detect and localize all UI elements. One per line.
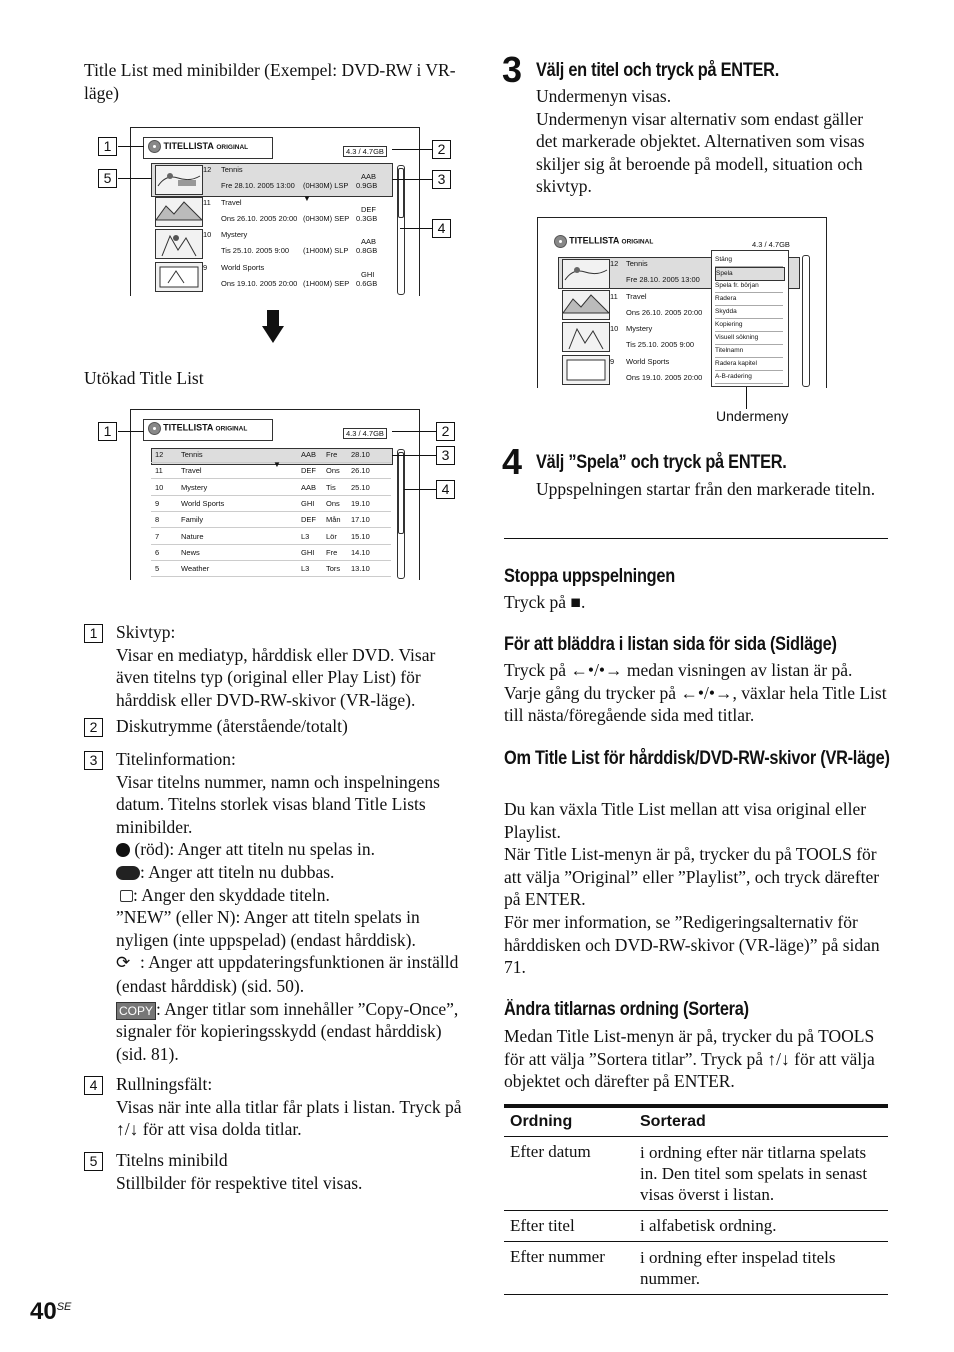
submenu-label: Undermeny — [716, 408, 789, 424]
row-channel: GHI — [301, 547, 315, 557]
row-channel: DEF — [301, 466, 316, 476]
item-title: Titelns minibild — [116, 1150, 228, 1171]
thumbnail — [562, 322, 610, 352]
row-day: Ons — [326, 466, 340, 476]
row-date: Ons 19.10. 2005 20:00 — [626, 372, 703, 382]
section-sort-title: Ändra titlarnas ordning (Sortera) — [504, 999, 749, 1020]
row-day: Lör — [326, 531, 337, 541]
row-date: Tis 25.10. 2005 9:00 — [221, 246, 290, 255]
page-number: $40^{SE}$ — [30, 1298, 72, 1325]
row-size: 0.8GB — [356, 246, 378, 255]
lock-icon — [120, 890, 133, 902]
row-day: Fre — [326, 547, 338, 557]
item-body: Visas när inte alla titlar får plats i listan. Tryck på ↑/↓ för att visa dolda titlar. — [116, 1096, 462, 1140]
callout-1: 1 — [98, 422, 117, 441]
row-number: 11 — [155, 466, 163, 476]
callout-5: 5 — [98, 169, 117, 188]
record-icon — [116, 843, 130, 857]
callout-3: 3 — [436, 446, 455, 465]
row-name: Tennis — [626, 259, 648, 268]
cursor-arrow-icon: ▼ — [303, 194, 311, 203]
row-number: 9 — [203, 262, 208, 272]
row-name: World Sports — [181, 498, 225, 508]
row-number: 10 — [155, 482, 164, 492]
row-number: 12 — [155, 450, 164, 459]
row-name: Tennis — [221, 165, 243, 174]
row-date: Fre 28.10. 2005 13:00 — [626, 275, 700, 284]
row-size: 0.6GB — [356, 278, 378, 288]
section-page-mode-title: För att bläddra i listan sida för sida (Sidläge) — [504, 634, 837, 655]
row-name: World Sports — [221, 262, 265, 272]
row-date: Ons 26.10. 2005 20:00 — [221, 213, 298, 223]
row-channel: AAB — [361, 172, 377, 181]
row-number: 11 — [203, 197, 211, 207]
disc-space: 4.3 / 4.7GB — [343, 146, 387, 157]
row-name: Tennis — [181, 450, 203, 459]
item-body: Stillbilder för respektive titel visas. — [116, 1172, 363, 1193]
disc-icon — [554, 235, 567, 248]
header-title: TITELLISTA — [569, 235, 620, 246]
submenu-item[interactable]: Titelnamn — [715, 345, 783, 358]
disc-space: 4.3 / 4.7GB — [343, 428, 387, 439]
row-number: 5 — [155, 564, 160, 574]
scrollbar-thumb[interactable] — [398, 452, 404, 534]
caption-expanded-list: Utökad Title List — [84, 368, 204, 388]
row-number: 9 — [610, 356, 615, 366]
thumbnail — [155, 262, 203, 292]
submenu-item[interactable]: Radera kapitel — [715, 358, 783, 371]
row-name: Travel — [181, 466, 202, 476]
title-list-screen-expanded — [130, 409, 420, 580]
row-name: Weather — [181, 564, 210, 574]
callout-2: 2 — [432, 140, 451, 159]
row-channel: L3 — [301, 531, 310, 541]
row-date: 19.10 — [351, 498, 370, 508]
submenu-item[interactable]: Spela fr. början — [715, 280, 783, 293]
row-date: 28.10 — [351, 450, 370, 459]
item-body: Visar en mediatyp, hårddisk eller DVD. Visar även titelns typ (original eller Play List) för hårddisk eller DVD-RW-skivor (VR-läge). — [116, 644, 436, 710]
refresh-icon: ⟳ — [116, 953, 131, 974]
submenu-item[interactable]: A-B-radering — [715, 371, 783, 384]
row-size: 0.9GB — [356, 181, 378, 190]
row-channel: L3 — [301, 564, 310, 574]
submenu-item[interactable]: Skydda — [715, 306, 783, 319]
row-channel: AAB — [301, 450, 317, 459]
sort-table: Ordning Sorterad Efter datum i ordning efter när titlarna spelats in. Den titel som spelats in senast visas överst i listan. Efter titel i alfabetisk ordning. Efter nummer i ordning efter inspelad titels nummer. — [504, 1104, 888, 1295]
scrollbar[interactable] — [802, 255, 810, 387]
callout-4: 4 — [432, 219, 451, 238]
row-number: 11 — [610, 291, 618, 301]
row-channel: AAB — [301, 482, 317, 492]
disc-icon — [148, 140, 161, 153]
cursor-arrow-icon: ▼ — [273, 460, 281, 469]
item-title: Skivtyp: — [116, 622, 176, 642]
row-day: Fre — [326, 450, 338, 459]
item-title: Diskutrymme (återstående/totalt) — [116, 716, 348, 737]
header-sub: ORIGINAL — [215, 425, 248, 433]
thumbnail — [155, 229, 203, 259]
row-date: Fre 28.10. 2005 13:00 — [221, 181, 295, 190]
row-number: 10 — [610, 324, 619, 333]
step-4-title: Välj ”Spela” och tryck på ENTER. — [536, 452, 787, 473]
submenu-item[interactable]: Radera — [715, 293, 783, 306]
row-channel: DEF — [301, 515, 316, 525]
row-duration: (0H30M) LSP — [303, 181, 349, 190]
row-day: Mån — [326, 515, 341, 525]
caption-thumbnail-list: Title List med minibilder (Exempel: DVD-RW i VR-läge) — [84, 60, 456, 103]
row-name: Mystery — [181, 482, 208, 492]
row-number: 8 — [155, 515, 160, 525]
step-3-number: 3 — [502, 49, 523, 90]
submenu-item[interactable]: Stäng — [715, 254, 783, 267]
step-3-title: Välj en titel och tryck på ENTER. — [536, 60, 780, 81]
submenu-item[interactable]: Spela — [715, 267, 785, 281]
dub-icon — [116, 866, 140, 880]
row-size: 0.3GB — [356, 213, 378, 223]
header-sub: ORIGINAL — [216, 143, 249, 151]
section-title-list-title: Om Title List för hårddisk/DVD-RW-skivor (VR-läge) — [504, 748, 890, 769]
row-channel: AAB — [361, 237, 377, 246]
row-name: Mystery — [221, 230, 248, 239]
row-channel: GHI — [301, 498, 315, 508]
callout-2: 2 — [436, 422, 455, 441]
item-title: Rullningsfält: — [116, 1074, 213, 1095]
scrollbar-thumb[interactable] — [398, 168, 404, 218]
thumbnail — [155, 165, 203, 195]
header-title: TITELLISTA — [163, 140, 214, 151]
row-date: 15.10 — [351, 531, 370, 541]
row-day: Ons — [326, 498, 340, 508]
row-name: Travel — [221, 197, 242, 207]
row-duration: (1H00M) SLP — [303, 246, 349, 255]
step-4-number: 4 — [502, 441, 523, 482]
submenu-item[interactable]: Kopiering — [715, 319, 783, 332]
submenu — [711, 250, 789, 387]
header-title: TITELLISTA — [163, 422, 214, 433]
thumbnail — [562, 290, 610, 320]
disc-icon — [148, 422, 161, 435]
thumbnail — [155, 197, 203, 227]
row-number: 12 — [610, 259, 619, 268]
thumbnail — [562, 259, 610, 289]
callout-1: 1 — [98, 137, 117, 156]
thumbnail — [562, 355, 610, 385]
row-date: 26.10 — [351, 466, 370, 476]
row-number: 9 — [155, 498, 160, 508]
row-name: Mystery — [626, 324, 653, 333]
title-list-submenu-screen — [537, 217, 827, 388]
row-date: 14.10 — [351, 547, 370, 557]
row-date: Ons 19.10. 2005 20:00 — [221, 278, 298, 288]
row-name: Nature — [181, 531, 204, 541]
callout-3: 3 — [432, 170, 451, 189]
disc-space: 4.3 / 4.7GB — [752, 240, 790, 249]
row-duration: (1H00M) SEP — [303, 278, 350, 288]
row-name: Family — [181, 515, 204, 525]
title-list-screen-thumbnails — [130, 127, 420, 296]
section-stop-title: Stoppa uppspelningen — [504, 566, 675, 587]
row-date: Tis 25.10. 2005 9:00 — [626, 340, 695, 349]
row-day: Tors — [326, 564, 341, 574]
row-date: 17.10 — [351, 515, 370, 525]
submenu-item[interactable]: Visuell sökning — [715, 332, 783, 345]
row-number: 10 — [203, 230, 212, 239]
row-day: Tis — [326, 482, 336, 492]
row-name: News — [181, 547, 200, 557]
row-number: 6 — [155, 547, 160, 557]
row-channel: GHI — [361, 269, 375, 279]
row-date: 25.10 — [351, 482, 370, 492]
item-body: Visar titelns nummer, namn och inspelningens datum. Titelns storlek visas bland Title Lists minibilder. — [116, 771, 440, 837]
callout-4: 4 — [436, 480, 455, 499]
row-name: Travel — [626, 291, 647, 301]
row-duration: (0H30M) SEP — [303, 213, 350, 223]
header-sub: ORIGINAL — [621, 238, 654, 246]
row-number: 12 — [203, 165, 212, 174]
item-title: Titelinformation: — [116, 748, 236, 769]
legend-list: 1 Skivtyp: Visar en mediatyp, hårddisk eller DVD. Visar även titelns typ (original eller Play List) för hårddisk eller DVD-RW-skivor (VR-läge). 2 Diskutrymme (återstående/totalt) 3 Titelinformation: Visar titelns nummer, namn och inspelningens datum. Titelns storlek visas bland Title Lists minibilder. (röd): Anger att titeln nu spelas in. : Anger att titeln nu dubbas. : Anger den skyddade titeln. ”NEW” (eller N): Anger att titeln spelats in nyligen (inte uppspelad) (endast hårddisk). ⟳ : Anger att uppdateringsfunktionen är inställd (endast hårddisk) (sid. 50). COPY : Anger titlar som innehåller ”Copy-Once”, signaler för kopieringsskydd (endast hårddisk) (sid. 81). 4 Rullningsfält: Visas när inte alla titlar får plats i listan. Tryck på ↑/↓ för att visa dolda titlar. 5 Titelns minibild Stillbilder för respektive titel visas. — [84, 621, 468, 1194]
copy-badge: COPY — [116, 1002, 156, 1020]
row-number: 7 — [155, 531, 160, 541]
row-channel: DEF — [361, 204, 376, 214]
row-date: 13.10 — [351, 564, 370, 574]
row-date: Ons 26.10. 2005 20:00 — [626, 307, 703, 317]
row-name: World Sports — [626, 356, 670, 366]
